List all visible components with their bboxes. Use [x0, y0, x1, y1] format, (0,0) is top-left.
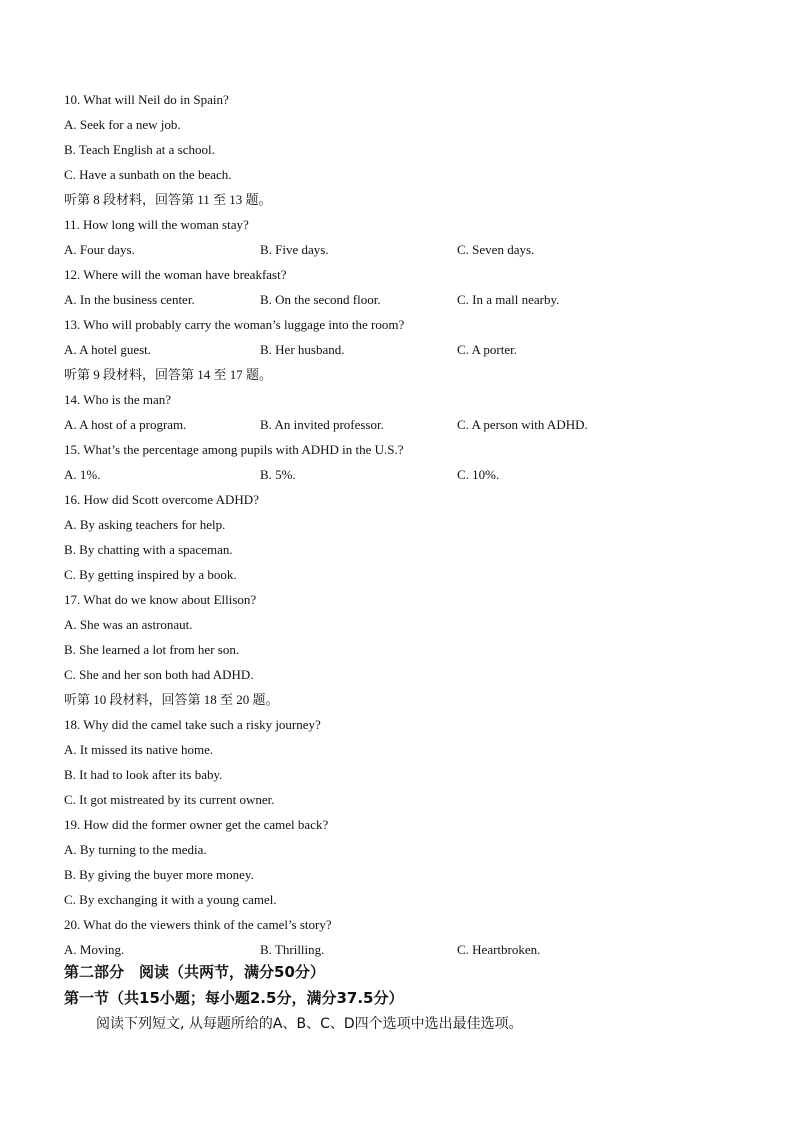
section-1-heading: 第一节（共15小题；每小题2.5分，满分37.5分）	[64, 989, 404, 1007]
question-15-option-b: B. 5%.	[260, 467, 296, 482]
question-19-option-b: B. By giving the buyer more money.	[64, 867, 254, 882]
question-13-option-b: B. Her husband.	[260, 342, 345, 357]
question-18-option-a: A. It missed its native home.	[64, 742, 214, 757]
question-14-option-a: A. A host of a program.	[64, 417, 187, 432]
question-17-option-c: C. She and her son both had ADHD.	[64, 667, 254, 682]
question-18-option-c: C. It got mistreated by its current owner.	[64, 792, 275, 807]
direction-passage-9: 听第 9 段材料，回答第 14 至 17 题。	[64, 367, 273, 382]
question-15-stem: 15. What’s the percentage among pupils with ADHD in the U.S.?	[64, 442, 404, 457]
question-20-option-c: C. Heartbroken.	[457, 942, 541, 957]
question-18-stem: 18. Why did the camel take such a risky journey?	[64, 717, 321, 732]
question-15-option-c: C. 10%.	[457, 467, 500, 482]
question-13-stem: 13. Who will probably carry the woman’s luggage into the room?	[64, 317, 405, 332]
question-20-option-a: A. Moving.	[64, 942, 125, 957]
direction-passage-8: 听第 8 段材料，回答第 11 至 13 题。	[64, 192, 272, 207]
question-16-stem: 16. How did Scott overcome ADHD?	[64, 492, 259, 507]
reading-instruction: 阅读下列短文, 从每题所给的A、B、C、D四个选项中选出最佳选项。	[96, 1016, 523, 1032]
question-19-option-a: A. By turning to the media.	[64, 842, 207, 857]
question-17-option-a: A. She was an astronaut.	[64, 617, 193, 632]
part-2-heading: 第二部分 阅读（共两节，满分50分）	[64, 963, 325, 981]
question-13-option-a: A. A hotel guest.	[64, 342, 152, 357]
question-12-option-a: A. In the business center.	[64, 292, 195, 307]
direction-passage-10: 听第 10 段材料，回答第 18 至 20 题。	[64, 692, 279, 707]
question-20-stem: 20. What do the viewers think of the camel’s story?	[64, 917, 332, 932]
question-16-option-b: B. By chatting with a spaceman.	[64, 542, 233, 557]
question-12-option-b: B. On the second floor.	[260, 292, 381, 307]
question-14-option-c: C. A person with ADHD.	[457, 417, 588, 432]
question-10-stem: 10. What will Neil do in Spain?	[64, 92, 229, 107]
question-11-option-c: C. Seven days.	[457, 242, 535, 257]
question-20-option-b: B. Thrilling.	[260, 942, 325, 957]
question-12-stem: 12. Where will the woman have breakfast?	[64, 267, 287, 282]
question-14-stem: 14. Who is the man?	[64, 392, 171, 407]
question-15-option-a: A. 1%.	[64, 467, 101, 482]
question-10-option-c: C. Have a sunbath on the beach.	[64, 167, 232, 182]
question-17-option-b: B. She learned a lot from her son.	[64, 642, 240, 657]
question-11-option-a: A. Four days.	[64, 242, 135, 257]
question-13-option-c: C. A porter.	[457, 342, 517, 357]
question-18-option-b: B. It had to look after its baby.	[64, 767, 223, 782]
question-11-option-b: B. Five days.	[260, 242, 329, 257]
question-19-option-c: C. By exchanging it with a young camel.	[64, 892, 277, 907]
question-16-option-a: A. By asking teachers for help.	[64, 517, 226, 532]
question-11-stem: 11. How long will the woman stay?	[64, 217, 249, 232]
question-16-option-c: C. By getting inspired by a book.	[64, 567, 237, 582]
question-14-option-b: B. An invited professor.	[260, 417, 384, 432]
question-10-option-a: A. Seek for a new job.	[64, 117, 181, 132]
question-19-stem: 19. How did the former owner get the camel back?	[64, 817, 329, 832]
question-12-option-c: C. In a mall nearby.	[457, 292, 560, 307]
question-17-stem: 17. What do we know about Ellison?	[64, 592, 257, 607]
question-10-option-b: B. Teach English at a school.	[64, 142, 215, 157]
